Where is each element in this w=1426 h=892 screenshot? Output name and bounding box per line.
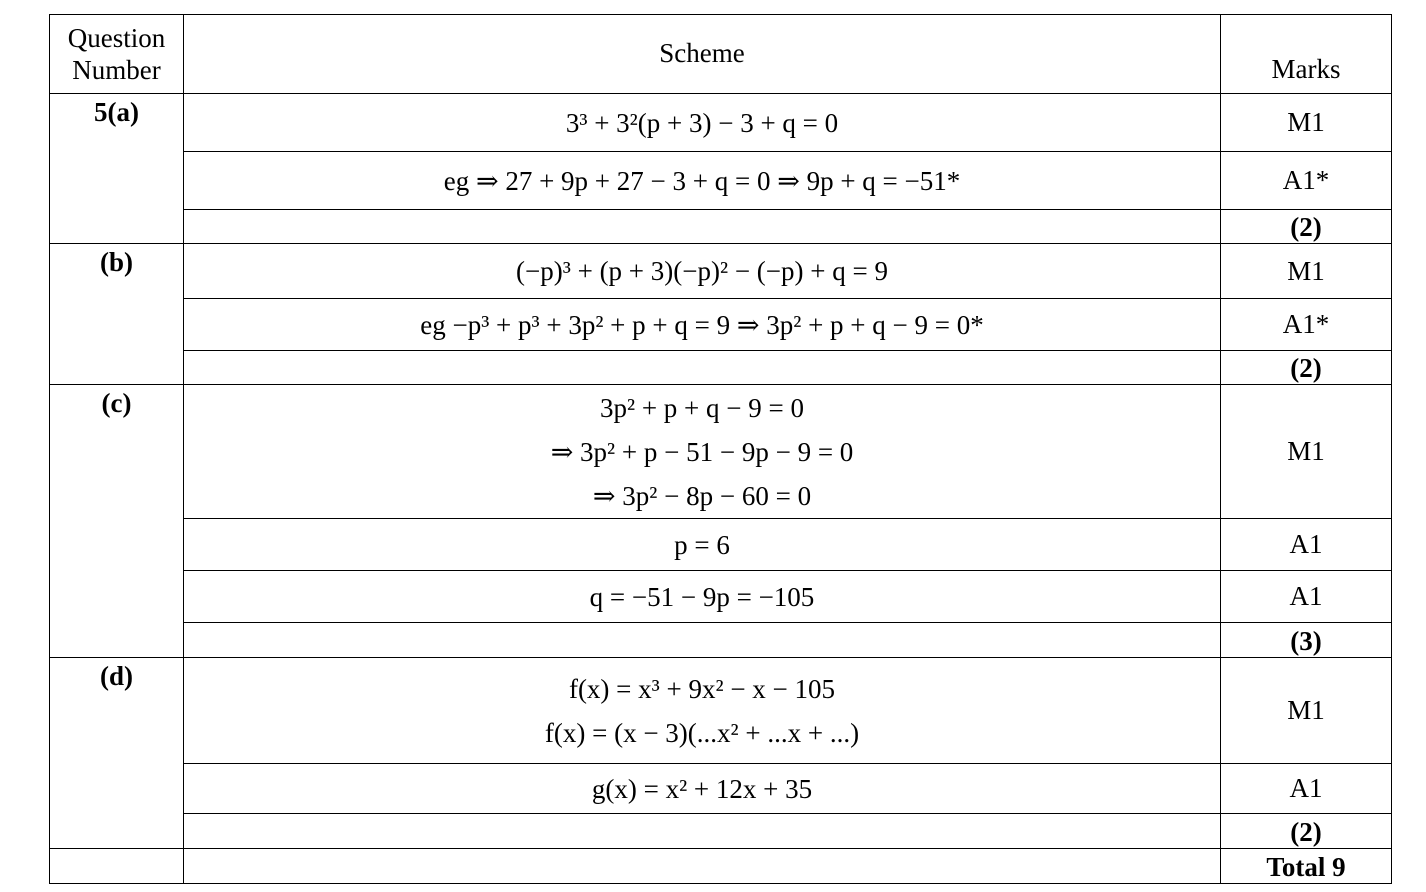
question-label: (b) [50, 244, 184, 385]
empty-scheme-cell [184, 210, 1221, 244]
scheme-cell [184, 571, 1221, 623]
mark-cell: M1 [1221, 244, 1392, 299]
table-row [50, 764, 1392, 814]
part-total: (2) [1221, 210, 1392, 244]
table-row [50, 571, 1392, 623]
mark-cell: A1 [1221, 519, 1392, 571]
scheme-cell [184, 152, 1221, 210]
scheme-cell [184, 519, 1221, 571]
table-row [50, 94, 1392, 152]
scheme-line: f(x) = x³ + 9x² − x − 105 [568, 673, 836, 704]
mark-cell: A1 [1221, 571, 1392, 623]
mark-cell: M1 [1221, 658, 1392, 764]
mark-cell: M1 [1221, 385, 1392, 519]
scheme-cell [184, 764, 1221, 814]
mark-cell: A1* [1221, 299, 1392, 351]
empty-scheme-cell [184, 351, 1221, 385]
scheme-line: p = 6 [674, 529, 730, 560]
scheme-cell [184, 244, 1221, 299]
question-number-header [50, 15, 184, 94]
empty-scheme-cell [184, 814, 1221, 849]
scheme-line: q = −51 − 9p = −105 [589, 581, 815, 612]
scheme-line: eg −p³ + p³ + 3p² + p + q = 9 ⇒ 3p² + p + q − 9 = 0* [420, 309, 984, 340]
table-row [50, 658, 1392, 764]
scheme-line: g(x) = x² + 12x + 35 [591, 773, 813, 804]
header-question-line2: Number [72, 55, 161, 85]
table-row [50, 152, 1392, 210]
scheme-line: ⇒ 3p² − 8p − 60 = 0 [592, 480, 812, 511]
header-row [50, 15, 1392, 94]
part-total: (3) [1221, 623, 1392, 658]
subtotal-row [50, 814, 1392, 849]
grand-total: Total 9 [1221, 849, 1392, 884]
scheme-cell [184, 94, 1221, 152]
scheme-line: (−p)³ + (p + 3)(−p)² − (−p) + q = 9 [516, 256, 888, 286]
table-row [50, 519, 1392, 571]
mark-scheme-table [49, 14, 1392, 884]
part-total: (2) [1221, 814, 1392, 849]
scheme-line: eg ⇒ 27 + 9p + 27 − 3 + q = 0 ⇒ 9p + q = −51* [443, 165, 961, 196]
question-label: 5(a) [50, 94, 184, 244]
question-label: (c) [50, 385, 184, 658]
grand-total-row [50, 849, 1392, 884]
table-row [50, 385, 1392, 519]
empty-question-cell [50, 849, 184, 884]
table-row [50, 244, 1392, 299]
marks-header: Marks [1221, 15, 1392, 94]
scheme-cell [184, 385, 1221, 519]
scheme-cell [184, 299, 1221, 351]
table-row [50, 299, 1392, 351]
mark-cell: M1 [1221, 94, 1392, 152]
subtotal-row [50, 210, 1392, 244]
header-question-line1: Question [67, 22, 166, 53]
mark-cell: A1 [1221, 764, 1392, 814]
scheme-line: 3³ + 3²(p + 3) − 3 + q = 0 [565, 107, 839, 138]
mark-cell: A1* [1221, 152, 1392, 210]
part-total: (2) [1221, 351, 1392, 385]
scheme-line: 3p² + p + q − 9 = 0 [599, 392, 804, 423]
scheme-line: ⇒ 3p² + p − 51 − 9p − 9 = 0 [550, 436, 854, 467]
empty-scheme-cell [184, 623, 1221, 658]
scheme-cell [184, 658, 1221, 764]
scheme-header: Scheme [184, 15, 1221, 94]
question-label: (d) [50, 658, 184, 849]
subtotal-row [50, 623, 1392, 658]
empty-scheme-cell [184, 849, 1221, 884]
subtotal-row [50, 351, 1392, 385]
scheme-line: f(x) = (x − 3)(...x² + ...x + ...) [544, 717, 860, 748]
